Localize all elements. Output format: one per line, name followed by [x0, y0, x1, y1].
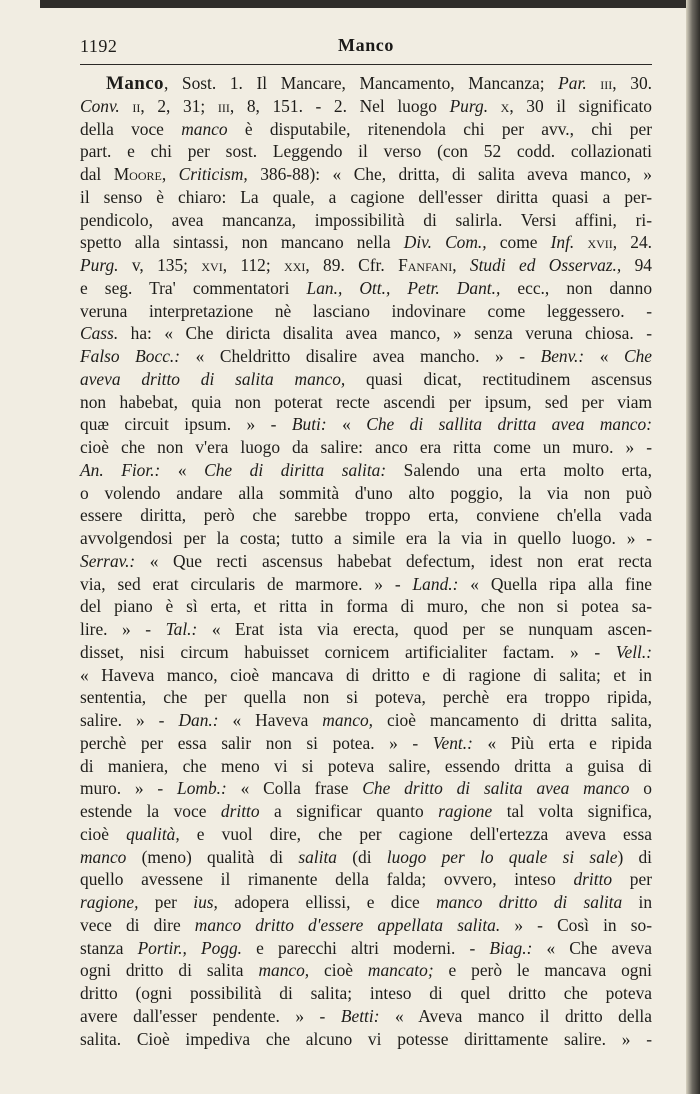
text-span: avvolgendosi per la costa; tutto a simile era la via in quello luogo. » -: [80, 528, 652, 548]
italic-span: Che: [623, 346, 652, 366]
italic-span: luogo per lo quale si sale: [386, 846, 618, 867]
text-line: [80, 209, 652, 232]
text-span: « Cheldritto disalire avea mancho. » -: [180, 346, 541, 366]
text-line: [80, 755, 652, 778]
text-span: ,: [161, 164, 179, 184]
italic-span: ragione,: [80, 892, 139, 912]
text-span: tal volta significa,: [492, 801, 652, 821]
italic-span: Lomb.:: [177, 778, 227, 799]
italic-span: An. Fior.:: [80, 459, 161, 480]
text-line: [80, 868, 652, 891]
page-top-shadow: [40, 0, 686, 8]
text-span: lire. » -: [80, 619, 166, 639]
text-line: [80, 959, 652, 982]
text-line: [80, 72, 652, 95]
smallcaps-span: Moore: [113, 164, 162, 184]
text-span: di maniera, che meno vi si poteva salire, essendo dritta a guisa di: [80, 755, 652, 776]
text-span: sententia, che per quella non si poteva, perchè era troppo ripida,: [80, 687, 652, 708]
text-line: [80, 482, 652, 505]
page-header: [80, 34, 652, 65]
smallcaps-span: xvi: [201, 255, 223, 275]
text-line: [80, 140, 652, 163]
text-line: [80, 914, 652, 937]
italic-span: Dan.:: [178, 710, 219, 730]
text-span: adopera ellissi, e dice: [217, 892, 437, 912]
text-line: [80, 937, 652, 960]
text-line: [80, 891, 652, 914]
italic-span: Cass.: [80, 323, 119, 344]
italic-span: Purg.: [80, 255, 119, 275]
italic-span: aveva dritto di salita manco,: [80, 368, 346, 389]
smallcaps-span: xxi: [284, 255, 306, 275]
text-line: [80, 1005, 652, 1028]
text-span: [587, 73, 601, 93]
book-binding-edge: [686, 0, 700, 1094]
italic-span: manco dritto d'essere appellata salita.: [194, 914, 501, 935]
text-span: , 24.: [612, 232, 653, 253]
text-span: [574, 232, 587, 252]
text-span: [120, 96, 133, 116]
text-line: [80, 436, 652, 459]
text-line: [80, 231, 652, 254]
text-line: [80, 573, 652, 596]
text-span: 386-88): « Che, dritta, di salita aveva manco, »: [247, 164, 653, 184]
text-span: per: [138, 892, 194, 912]
text-span: perchè per essa salir non si potea. » -: [80, 732, 433, 753]
text-span: quello avessene il rimanente della falda; ovvero, inteso: [80, 869, 574, 890]
italic-span: Lan., Ott., Petr. Dant.,: [306, 277, 501, 298]
text-line: [80, 823, 652, 846]
text-line: [80, 391, 652, 414]
italic-span: Serrav.:: [80, 550, 136, 571]
italic-span: mancato;: [367, 960, 434, 981]
text-span: «: [584, 346, 624, 366]
italic-span: Falso Bocc.:: [80, 346, 181, 366]
text-span: avere dall'esser pendente. » -: [80, 1005, 341, 1026]
text-span: « Quella ripa alla fine: [458, 573, 652, 594]
text-span: « Erat ista via erecta, quod per se nunquam ascen-: [197, 619, 652, 639]
italic-span: Biag.:: [489, 937, 533, 958]
text-span: non habebat, quia non poterat recte ascendi per ipsum, sed per viam: [80, 391, 652, 412]
text-span: « Haveva manco, cioè mancava di dritto e di ragione di salita; et in: [80, 664, 652, 685]
text-span: il senso è chiaro: La quale, a cagione dell'esser diritta quasi a per-: [80, 186, 652, 207]
text-line: [80, 186, 652, 209]
italic-span: Conv.: [80, 95, 120, 116]
italic-span: Buti:: [291, 414, 327, 435]
smallcaps-span: xvii: [587, 232, 613, 253]
text-span: essere diritta, però che sarebbe troppo erta, conviene ch'ella vada: [80, 505, 652, 526]
smallcaps-span: iii: [600, 73, 613, 93]
text-line: [80, 163, 652, 186]
italic-span: Inf.: [550, 232, 575, 253]
text-span: stanza: [80, 937, 138, 958]
smallcaps-span: iii: [217, 95, 230, 116]
text-span: muro. » -: [80, 778, 178, 799]
text-span: o volendo andare alla sommità d'uno alto poggio, la via non può: [80, 482, 652, 503]
text-span: » - Così in so-: [500, 914, 653, 935]
text-span: ,: [452, 255, 470, 275]
italic-span: manco,: [258, 960, 310, 981]
dictionary-entry: [80, 72, 652, 1050]
smallcaps-span: x: [500, 95, 510, 116]
text-span: dritto (ogni possibilità di salita; inteso di quel dritto che poteva: [80, 983, 652, 1003]
italic-span: Land.:: [412, 573, 459, 594]
italic-span: Portir., Pogg.: [137, 937, 243, 958]
text-span: pendicolo, avea mancanza, impossibilità di salirla. Versi affini, ri-: [80, 209, 652, 230]
text-span: cioè: [80, 823, 127, 844]
text-span: e seg. Tra' commentatori: [80, 277, 307, 298]
text-span: o: [629, 778, 652, 799]
italic-span: manco dritto di salita: [436, 892, 623, 912]
text-span: spetto alla sintassi, non mancano nella: [80, 232, 404, 253]
text-span: cioè: [309, 960, 368, 981]
text-span: v, 135;: [118, 255, 202, 275]
text-span: quasi dicat, rectitudinem ascensus: [345, 368, 652, 389]
text-span: estende la voce: [80, 801, 221, 821]
text-line: [80, 595, 652, 618]
italic-span: Par.: [558, 73, 587, 93]
text-line: [80, 641, 652, 664]
text-span: in: [622, 892, 653, 912]
text-span: e vuol dire, che per cagione dell'ertezza aveva essa: [179, 823, 653, 844]
text-line: [80, 686, 652, 709]
text-line: [80, 709, 652, 732]
entry-headword: Manco: [106, 73, 164, 94]
text-line: [80, 300, 652, 323]
text-span: [488, 96, 501, 116]
text-span: part. e chi per sost. Leggendo il verso (con 52 codd. collazionati: [80, 141, 652, 162]
text-span: salire. » -: [80, 710, 179, 730]
text-line: [80, 95, 652, 118]
text-span: « Aveva manco il dritto della: [379, 1005, 652, 1026]
text-line: [80, 732, 652, 755]
text-span: e però le mancava ogni: [433, 960, 652, 981]
italic-span: Che di diritta salita:: [204, 459, 387, 480]
text-line: [80, 322, 652, 345]
italic-span: qualità,: [126, 823, 180, 844]
text-line: [80, 982, 652, 1005]
text-span: 94: [621, 255, 652, 275]
text-span: via, sed erat circularis de marmore. » -: [80, 573, 413, 594]
italic-span: Criticism,: [178, 164, 248, 184]
italic-span: Purg.: [449, 95, 489, 116]
italic-span: ius,: [193, 892, 218, 912]
italic-span: ragione: [438, 801, 493, 821]
text-span: ogni dritto di salita: [80, 960, 259, 981]
text-span: cioè che non v'era luogo da salire: anco era ritta come un muro. » -: [80, 437, 652, 457]
text-span: ) di: [617, 846, 652, 867]
smallcaps-span: Fanfani: [398, 255, 453, 275]
text-line: [80, 846, 652, 869]
text-span: e parecchi altri moderni. -: [242, 937, 490, 958]
text-span: dal: [80, 164, 114, 184]
text-line: [80, 254, 652, 277]
smallcaps-span: ii: [132, 95, 141, 116]
text-line: [80, 413, 652, 436]
text-span: del piano è sì erta, et ritta in forma di muro, che non si potea sa-: [80, 596, 652, 617]
text-line: [80, 618, 652, 641]
italic-span: Div. Com.,: [403, 232, 487, 253]
text-span: (di: [337, 846, 387, 867]
italic-span: Che di sallita dritta avea manco:: [366, 414, 653, 435]
text-span: , 2, 31;: [140, 95, 218, 116]
running-head: Manco: [338, 35, 394, 55]
text-line: [80, 277, 652, 300]
text-line: [80, 345, 652, 368]
italic-span: manco,: [322, 710, 373, 730]
text-span: ha: « Che diricta disalita avea manco, » senza veruna chiosa. -: [118, 323, 652, 344]
italic-span: manco: [80, 846, 127, 867]
italic-span: Che dritto di salita avea manco: [362, 778, 630, 799]
text-line: [80, 459, 652, 482]
text-span: salita. Cioè impediva che alcuno vi potesse dirittamente salire. » -: [80, 1028, 652, 1049]
text-line: [80, 118, 652, 141]
italic-span: Tal.:: [165, 619, 198, 639]
text-span: vece di dire: [80, 914, 195, 935]
text-line: [80, 504, 652, 527]
text-span: ecc., non danno: [500, 277, 653, 298]
italic-span: Benv.:: [540, 346, 585, 366]
text-line: [80, 777, 652, 800]
text-span: è disputabile, ritenendola chi per avv., chi per: [227, 118, 652, 139]
text-span: , 30.: [612, 73, 652, 93]
text-span: veruna interpretazione nè lasciano indovinare come leggessero. -: [80, 300, 652, 321]
text-span: « Più erta e ripida: [472, 732, 652, 753]
italic-span: dritto: [220, 801, 260, 821]
text-line: [80, 527, 652, 550]
italic-span: salita: [298, 846, 337, 867]
text-span: «: [160, 459, 205, 480]
text-span: Salendo una erta molto erta,: [386, 459, 652, 480]
text-span: «: [326, 414, 367, 435]
text-span: (meno) qualità di: [126, 846, 299, 867]
italic-span: manco: [181, 118, 228, 139]
text-span: , 30 il significato: [509, 95, 653, 116]
text-line: [80, 1028, 652, 1051]
text-span: come: [486, 232, 551, 253]
text-span: « Colla frase: [226, 778, 363, 799]
text-span: « Que recti ascensus habebat defectum, idest non erat recta: [135, 550, 652, 571]
italic-span: Vell.:: [615, 641, 652, 662]
text-span: della voce: [80, 118, 182, 139]
text-span: , Sost. 1. Il Mancare, Mancamento, Mancanza;: [163, 73, 559, 93]
text-span: , 8, 151. - 2. Nel luogo: [229, 95, 450, 116]
text-span: quæ circuit ipsum. » -: [80, 414, 292, 435]
text-span: disset, nisi circum habuisset cornicem artificialiter factam. » -: [80, 641, 616, 662]
text-line: [80, 368, 652, 391]
italic-span: Betti:: [340, 1005, 380, 1026]
text-span: per: [612, 869, 652, 890]
italic-span: Studi ed Osservaz.,: [469, 255, 622, 275]
text-line: [80, 550, 652, 573]
text-line: [80, 800, 652, 823]
text-span: « Haveva: [218, 710, 323, 730]
italic-span: Vent.:: [432, 732, 473, 753]
text-span: , 89. Cfr.: [305, 255, 399, 275]
italic-span: dritto: [573, 869, 613, 890]
text-span: a significar quanto: [259, 801, 439, 821]
text-line: [80, 664, 652, 687]
text-span: « Che aveva: [532, 937, 652, 958]
text-span: , 112;: [222, 255, 285, 275]
text-span: cioè mancamento di dritta salita,: [373, 710, 652, 730]
page-number: 1192: [80, 36, 118, 56]
